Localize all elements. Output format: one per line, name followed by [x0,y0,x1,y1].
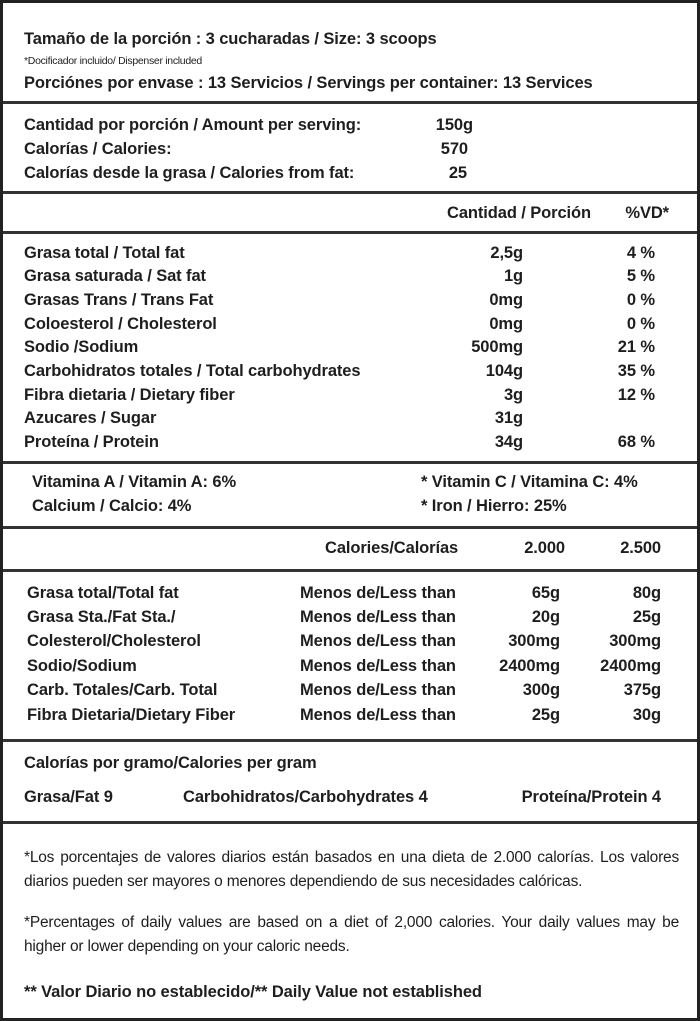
nutrient-amount: 3g [503,386,523,404]
vitamin-c: * Vitamin C / Vitamina C: 4% [421,473,638,491]
reference-limit: Menos de/Less than [300,584,456,602]
reference-name: Grasa total/Total fat [27,584,179,602]
divider [3,231,697,234]
nutrient-name: Carbohidratos totales / Total carbohydrates [24,362,361,380]
servings-per-container: Porciónes por envase : 13 Servicios / Servings per container: 13 Services [24,74,593,92]
nutrient-amount: 2,5g [490,244,523,262]
nutrient-amount: 34g [494,433,523,451]
reference-col-2000: 2.000 [524,539,565,557]
amount-label: Cantidad por porción / Amount per serving: [24,116,362,134]
calories-per-gram-title: Calorías por gramo/Calories per gram [24,754,317,772]
footnote-not-established: ** Valor Diario no establecido/** Daily Value not established [24,983,482,1001]
reference-name: Grasa Sta./Fat Sta./ [27,608,176,626]
reference-limit: Menos de/Less than [300,608,456,626]
nutrient-dv: 0 % [626,315,655,333]
nutrient-amount: 0mg [489,291,523,309]
reference-name: Sodio/Sodium [27,657,137,675]
reference-value-2000: 20g [531,608,560,626]
nutrient-amount: 500mg [471,338,523,356]
nutrient-dv: 35 % [617,362,655,380]
reference-value-2500: 80g [632,584,661,602]
divider [3,461,697,464]
nutrient-name: Coloesterol / Cholesterol [24,315,217,333]
nutrient-dv: 12 % [617,386,655,404]
reference-name: Colesterol/Cholesterol [27,632,201,650]
reference-value-2000: 300mg [508,632,560,650]
reference-value-2000: 2400mg [499,657,560,675]
vitamin-a: Vitamina A / Vitamin A: 6% [32,473,237,491]
serving-size: Tamaño de la porción : 3 cucharadas / Size: 3 scoops [24,30,437,48]
reference-limit: Menos de/Less than [300,657,456,675]
divider [3,569,697,572]
iron: * Iron / Hierro: 25% [421,497,567,515]
calories-label: Calorías / Calories: [24,140,172,158]
reference-name: Carb. Totales/Carb. Total [27,681,218,699]
reference-value-2500: 300mg [609,632,661,650]
reference-value-2500: 25g [632,608,661,626]
divider [3,526,697,529]
nutrient-amount: 31g [494,409,523,427]
reference-value-2000: 65g [531,584,560,602]
divider [3,821,697,824]
nutrient-name: Sodio /Sodium [24,338,139,356]
footnote-spanish: *Los porcentajes de valores diarios están basados en una dieta de 2.000 calorías. Los valores diarios pueden ser mayores o menores dependiendo de sus necesidades calóricas. [24,849,679,890]
divider [3,739,697,742]
nutrient-dv: 68 % [617,433,655,451]
calories-from-fat-label: Calorías desde la grasa / Calories from fat: [24,164,355,182]
amount-value: 150g [435,116,473,134]
nutrient-name: Proteína / Protein [24,433,159,451]
nutrient-name: Grasa saturada / Sat fat [24,267,206,285]
divider [3,191,697,194]
amount-per-serving-header: Cantidad / Porción [447,204,591,222]
calories-value: 570 [440,140,468,158]
nutrient-dv: 5 % [626,267,655,285]
calcium: Calcium / Calcio: 4% [32,497,192,515]
nutrient-name: Grasa total / Total fat [24,244,185,262]
reference-limit: Menos de/Less than [300,681,456,699]
nutrient-dv: 0 % [626,291,655,309]
footnote-english: *Percentages of daily values are based on a diet of 2,000 calories. Your daily values may be higher or lower depending on your caloric needs. [24,914,679,955]
nutrient-dv: 4 % [626,244,655,262]
protein-per-gram: Proteína/Protein 4 [521,788,661,806]
reference-value-2500: 375g [623,681,661,699]
nutrient-amount: 0mg [489,315,523,333]
dispenser-note: *Docificador incluido/ Dispenser included [24,55,202,67]
nutrient-name: Fibra dietaria / Dietary fiber [24,386,235,404]
reference-value-2000: 25g [531,706,560,724]
reference-col-2500: 2.500 [620,539,661,557]
reference-name: Fibra Dietaria/Dietary Fiber [27,706,236,724]
reference-value-2500: 2400mg [600,657,661,675]
nutrient-amount: 104g [485,362,523,380]
reference-limit: Menos de/Less than [300,632,456,650]
nutrient-name: Grasas Trans / Trans Fat [24,291,214,309]
nutrient-dv: 21 % [617,338,655,356]
nutrient-name: Azucares / Sugar [24,409,157,427]
calories-from-fat-value: 25 [448,164,467,182]
fat-per-gram: Grasa/Fat 9 [24,788,113,806]
reference-value-2000: 300g [522,681,560,699]
reference-value-2500: 30g [632,706,661,724]
reference-calories-header: Calories/Calorías [325,539,459,557]
nutrient-amount: 1g [503,267,523,285]
carbs-per-gram: Carbohidratos/Carbohydrates 4 [183,788,428,806]
daily-value-header: %VD* [625,204,669,222]
reference-limit: Menos de/Less than [300,706,456,724]
divider [3,101,697,104]
